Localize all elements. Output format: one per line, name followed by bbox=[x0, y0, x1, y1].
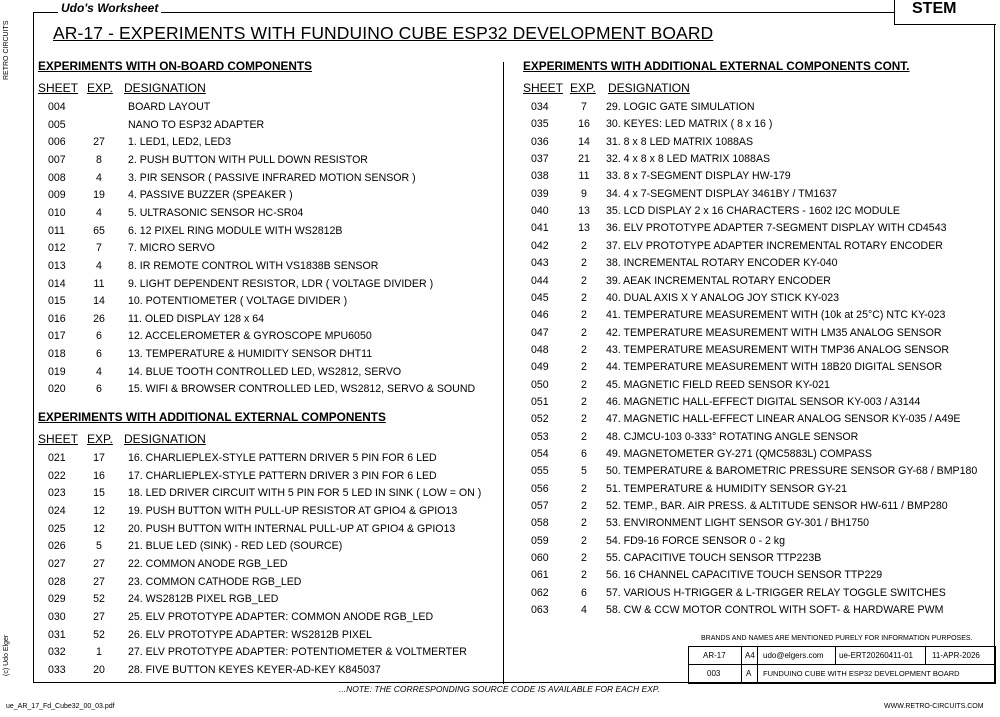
designation-cell: 30. KEYES: LED MATRIX ( 8 x 16 ) bbox=[606, 118, 773, 131]
exp-cell: 16 bbox=[93, 469, 105, 482]
exp-cell: 19 bbox=[93, 189, 105, 202]
designation-cell: 48. CJMCU-103 0-333° ROTATING ANGLE SENSOR bbox=[606, 430, 859, 443]
exp-cell: 2 bbox=[581, 413, 587, 426]
sheet-cell: 024 bbox=[48, 504, 66, 517]
exp-cell: 20 bbox=[93, 663, 105, 676]
designation-cell: 14. BLUE TOOTH CONTROLLED LED, WS2812, SERVO bbox=[128, 365, 402, 378]
sheet-cell: 008 bbox=[48, 171, 66, 184]
sheet-cell: 028 bbox=[48, 575, 66, 588]
designation-cell: 12. ACCELEROMETER & GYROSCOPE MPU6050 bbox=[128, 330, 372, 343]
designation-cell: 58. CW & CCW MOTOR CONTROL WITH SOFT- & HARDWARE PWM bbox=[606, 604, 944, 617]
sheet-cell: 027 bbox=[48, 557, 66, 570]
frame-right-border bbox=[994, 12, 995, 682]
column-divider bbox=[503, 62, 504, 684]
sheet-cell: 020 bbox=[48, 383, 66, 396]
exp-cell: 12 bbox=[93, 522, 105, 535]
brands-disclaimer: BRANDS AND NAMES ARE MENTIONED PURELY FOR INFORMATION PURPOSES. bbox=[701, 635, 973, 642]
section-title-onboard: EXPERIMENTS WITH ON-BOARD COMPONENTS bbox=[38, 59, 312, 73]
sheet-cell: 013 bbox=[48, 259, 66, 272]
designation-cell: 39. AEAK INCREMENTAL ROTARY ENCODER bbox=[606, 274, 831, 287]
sheet-cell: 004 bbox=[48, 101, 66, 113]
designation-cell: 19. PUSH BUTTON WITH PULL-UP RESISTOR AT GPIO4 & GPIO13 bbox=[128, 504, 458, 517]
exp-cell: 13 bbox=[578, 205, 590, 218]
sheet-cell: 063 bbox=[531, 604, 549, 617]
sheet-cell: 036 bbox=[531, 135, 549, 148]
frame-left-border bbox=[33, 12, 34, 682]
exp-cell: 2 bbox=[581, 239, 587, 252]
exp-cell: 52 bbox=[93, 593, 105, 606]
side-label-bottom: (c) Udo Elger bbox=[3, 634, 10, 676]
exp-cell: 11 bbox=[578, 170, 590, 183]
sheet-cell: 015 bbox=[48, 295, 66, 308]
exp-cell: 6 bbox=[96, 348, 102, 361]
designation-cell: 38. INCREMENTAL ROTARY ENCODER KY-040 bbox=[606, 257, 838, 270]
author-email: udo@elgers.com bbox=[763, 651, 824, 660]
frame-top-border bbox=[33, 12, 995, 13]
exp-cell: 2 bbox=[581, 517, 587, 530]
sheet-cell: 050 bbox=[531, 378, 549, 391]
sheet-cell: 017 bbox=[48, 330, 66, 343]
exp-cell: 5 bbox=[96, 540, 102, 553]
exp-cell: 7 bbox=[581, 101, 587, 113]
designation-cell: BOARD LAYOUT bbox=[128, 101, 211, 113]
designation-cell: 54. FD9-16 FORCE SENSOR 0 - 2 kg bbox=[606, 534, 785, 547]
exp-cell: 27 bbox=[93, 557, 105, 570]
exp-cell: 2 bbox=[581, 326, 587, 339]
col-exp-header: EXP. bbox=[570, 81, 596, 95]
sheet-cell: 049 bbox=[531, 361, 549, 374]
designation-cell: 40. DUAL AXIS X Y ANALOG JOY STICK KY-023 bbox=[606, 291, 839, 304]
sheet-cell: 023 bbox=[48, 487, 66, 500]
sheet-cell: 011 bbox=[48, 224, 65, 237]
title-block bbox=[688, 646, 996, 684]
exp-cell: 14 bbox=[93, 295, 105, 308]
exp-cell: 2 bbox=[581, 500, 587, 513]
exp-cell: 2 bbox=[581, 552, 587, 565]
sheet-cell: 056 bbox=[531, 482, 549, 495]
exp-cell: 2 bbox=[581, 482, 587, 495]
designation-cell: 4. PASSIVE BUZZER (SPEAKER ) bbox=[128, 189, 293, 202]
sheet-cell: 012 bbox=[48, 242, 66, 255]
sheet-cell: 005 bbox=[48, 118, 66, 131]
designation-cell: 22. COMMON ANODE RGB_LED bbox=[128, 557, 288, 570]
exp-cell: 6 bbox=[96, 330, 102, 343]
title-block-divider bbox=[925, 647, 926, 664]
sheet-cell: 062 bbox=[531, 586, 549, 599]
designation-cell: 13. TEMPERATURE & HUMIDITY SENSOR DHT11 bbox=[128, 348, 373, 361]
exp-cell: 2 bbox=[581, 274, 587, 287]
designation-cell: 43. TEMPERATURE MEASUREMENT WITH TMP36 ANALOG SENSOR bbox=[606, 343, 949, 356]
designation-cell: 51. TEMPERATURE & HUMIDITY SENSOR GY-21 bbox=[606, 482, 847, 495]
stem-label: STEM bbox=[906, 0, 962, 18]
col-sheet-header: SHEET bbox=[523, 81, 564, 95]
sheet-cell: 045 bbox=[531, 291, 549, 304]
exp-cell: 15 bbox=[93, 487, 105, 500]
sheet-cell: 060 bbox=[531, 552, 549, 565]
title-block-divider bbox=[835, 647, 836, 664]
designation-cell: 17. CHARLIEPLEX-STYLE PATTERN DRIVER 3 PIN FOR 6 LED bbox=[128, 469, 437, 482]
exp-cell: 2 bbox=[581, 257, 587, 270]
col-designation-header: DESIGNATION bbox=[124, 81, 206, 95]
designation-cell: 8. IR REMOTE CONTROL WITH VS1838B SENSOR bbox=[128, 259, 379, 272]
doc-number: AR-17 bbox=[703, 651, 726, 660]
exp-cell: 7 bbox=[96, 242, 102, 255]
sheet-cell: 057 bbox=[531, 500, 549, 513]
designation-cell: 37. ELV PROTOTYPE ADAPTER INCREMENTAL ROTARY ENCODER bbox=[606, 239, 943, 252]
side-label-top: RETRO CIRCUITS bbox=[3, 20, 10, 80]
sheet-cell: 033 bbox=[48, 663, 66, 676]
col-exp-header: EXP. bbox=[87, 432, 113, 446]
section-title-external: EXPERIMENTS WITH ADDITIONAL EXTERNAL COMPONENTS bbox=[38, 410, 386, 424]
doc-code: ue-ERT20260411-01 bbox=[839, 651, 913, 660]
exp-cell: 2 bbox=[581, 395, 587, 408]
sheet-cell: 010 bbox=[48, 206, 66, 219]
sheet-cell: 038 bbox=[531, 170, 549, 183]
exp-cell: 65 bbox=[93, 224, 105, 237]
sheet-cell: 019 bbox=[48, 365, 66, 378]
website: WWW.RETRO-CIRCUITS.COM bbox=[884, 703, 984, 710]
exp-cell: 4 bbox=[96, 171, 102, 184]
designation-cell: 44. TEMPERATURE MEASUREMENT WITH 18B20 DIGITAL SENSOR bbox=[606, 361, 943, 374]
col-designation-header: DESIGNATION bbox=[608, 81, 690, 95]
designation-cell: 25. ELV PROTOTYPE ADAPTER: COMMON ANODE RGB_LED bbox=[128, 610, 434, 623]
designation-cell: 28. FIVE BUTTON KEYES KEYER-AD-KEY K845037 bbox=[128, 663, 381, 676]
designation-cell: 26. ELV PROTOTYPE ADAPTER: WS2812B PIXEL bbox=[128, 628, 372, 641]
exp-cell: 2 bbox=[581, 361, 587, 374]
sheet-cell: 006 bbox=[48, 136, 66, 149]
designation-cell: 1. LED1, LED2, LED3 bbox=[128, 136, 232, 149]
designation-cell: 6. 12 PIXEL RING MODULE WITH WS2812B bbox=[128, 224, 343, 237]
sheet-cell: 054 bbox=[531, 448, 549, 460]
doc-description: FUNDUINO CUBE WITH ESP32 DEVELOPMENT BOARD bbox=[763, 669, 960, 678]
sheet-cell: 031 bbox=[48, 628, 66, 641]
exp-cell: 8 bbox=[96, 153, 102, 166]
designation-cell: 46. MAGNETIC HALL-EFFECT DIGITAL SENSOR KY-003 / A3144 bbox=[606, 395, 921, 408]
sheet-cell: 021 bbox=[48, 452, 66, 464]
exp-cell: 27 bbox=[93, 610, 105, 623]
exp-cell: 2 bbox=[581, 534, 587, 547]
exp-cell: 6 bbox=[96, 383, 102, 396]
exp-cell: 4 bbox=[581, 604, 587, 617]
exp-cell: 16 bbox=[578, 118, 590, 131]
exp-cell: 52 bbox=[93, 628, 105, 641]
designation-cell: 33. 8 x 7-SEGMENT DISPLAY HW-179 bbox=[606, 170, 791, 183]
exp-cell: 2 bbox=[581, 291, 587, 304]
sheet-number: 003 bbox=[707, 669, 721, 678]
designation-cell: 56. 16 CHANNEL CAPACITIVE TOUCH SENSOR TTP229 bbox=[606, 569, 883, 582]
sheet-cell: 009 bbox=[48, 189, 66, 202]
doc-date: 11-APR-2026 bbox=[932, 651, 980, 660]
designation-cell: 29. LOGIC GATE SIMULATION bbox=[606, 101, 755, 113]
sheet-cell: 040 bbox=[531, 205, 549, 218]
exp-cell: 4 bbox=[96, 365, 102, 378]
sheet-cell: 025 bbox=[48, 522, 66, 535]
designation-cell: 27. ELV PROTOTYPE ADAPTER: POTENTIOMETER & VOLTMERTER bbox=[128, 646, 467, 659]
sheet-cell: 016 bbox=[48, 312, 66, 325]
sheet-cell: 042 bbox=[531, 239, 549, 252]
exp-cell: 12 bbox=[93, 504, 105, 517]
designation-cell: 42. TEMPERATURE MEASUREMENT WITH LM35 ANALOG SENSOR bbox=[606, 326, 942, 339]
sheet-cell: 055 bbox=[531, 465, 549, 478]
worksheet-label: Udo's Worksheet bbox=[58, 1, 161, 15]
designation-cell: 3. PIR SENSOR ( PASSIVE INFRARED MOTION SENSOR ) bbox=[128, 171, 416, 184]
designation-cell: 53. ENVIRONMENT LIGHT SENSOR GY-301 / BH1750 bbox=[606, 517, 869, 530]
sheet-cell: 007 bbox=[48, 153, 66, 166]
designation-cell: 52. TEMP., BAR. AIR PRESS. & ALTITUDE SENSOR HW-611 / BMP280 bbox=[606, 500, 948, 513]
designation-cell: 31. 8 x 8 LED MATRIX 1088AS bbox=[606, 135, 754, 148]
exp-cell: 2 bbox=[581, 430, 587, 443]
col-designation-header: DESIGNATION bbox=[124, 432, 206, 446]
file-name: ue_AR_17_Fd_Cube32_00_03.pdf bbox=[6, 703, 115, 710]
sheet-cell: 043 bbox=[531, 257, 549, 270]
sheet-cell: 048 bbox=[531, 343, 549, 356]
sheet-cell: 034 bbox=[531, 101, 549, 113]
source-code-note: ...NOTE: THE CORRESPONDING SOURCE CODE IS AVAILABLE FOR EACH EXP. bbox=[339, 684, 660, 694]
sheet-cell: 022 bbox=[48, 469, 66, 482]
page-title: AR-17 - EXPERIMENTS WITH FUNDUINO CUBE ESP32 DEVELOPMENT BOARD bbox=[53, 23, 714, 43]
revision: A bbox=[746, 669, 752, 678]
sheet-cell: 058 bbox=[531, 517, 549, 530]
sheet-cell: 046 bbox=[531, 309, 549, 322]
designation-cell: 10. POTENTIOMETER ( VOLTAGE DIVIDER ) bbox=[128, 295, 348, 308]
sheet-cell: 044 bbox=[531, 274, 549, 287]
exp-cell: 21 bbox=[578, 153, 590, 166]
sheet-cell: 035 bbox=[531, 118, 549, 131]
designation-cell: 9. LIGHT DEPENDENT RESISTOR, LDR ( VOLTAGE DIVIDER ) bbox=[128, 277, 434, 290]
designation-cell: 57. VARIOUS H-TRIGGER & L-TRIGGER RELAY TOGGLE SWITCHES bbox=[606, 586, 946, 599]
exp-cell: 27 bbox=[93, 575, 105, 588]
sheet-cell: 030 bbox=[48, 610, 66, 623]
exp-cell: 2 bbox=[581, 309, 587, 322]
sheet-cell: 039 bbox=[531, 187, 549, 200]
sheet-cell: 026 bbox=[48, 540, 66, 553]
col-exp-header: EXP. bbox=[87, 81, 113, 95]
sheet-cell: 041 bbox=[531, 222, 549, 235]
exp-cell: 17 bbox=[93, 452, 105, 464]
designation-cell: 23. COMMON CATHODE RGB_LED bbox=[128, 575, 302, 588]
designation-cell: 55. CAPACITIVE TOUCH SENSOR TTP223B bbox=[606, 552, 822, 565]
sheet-cell: 018 bbox=[48, 348, 66, 361]
sheet-cell: 014 bbox=[48, 277, 66, 290]
designation-cell: 2. PUSH BUTTON WITH PULL DOWN RESISTOR bbox=[128, 153, 368, 166]
exp-cell: 14 bbox=[578, 135, 590, 148]
designation-cell: 11. OLED DISPLAY 128 x 64 bbox=[128, 312, 265, 325]
sheet-cell: 029 bbox=[48, 593, 66, 606]
exp-cell: 6 bbox=[581, 448, 587, 460]
designation-cell: 50. TEMPERATURE & BAROMETRIC PRESSURE SENSOR GY-68 / BMP180 bbox=[606, 465, 978, 478]
sheet-cell: 037 bbox=[531, 153, 549, 166]
designation-cell: 16. CHARLIEPLEX-STYLE PATTERN DRIVER 5 PIN FOR 6 LED bbox=[128, 452, 437, 464]
sheet-cell: 053 bbox=[531, 430, 549, 443]
title-block-divider bbox=[689, 664, 995, 665]
sheet-cell: 047 bbox=[531, 326, 549, 339]
col-sheet-header: SHEET bbox=[38, 432, 79, 446]
section-title-external-cont: EXPERIMENTS WITH ADDITIONAL EXTERNAL COMPONENTS CONT. bbox=[523, 59, 910, 73]
exp-cell: 2 bbox=[581, 343, 587, 356]
designation-cell: 41. TEMPERATURE MEASUREMENT WITH (10k at 25°C) NTC KY-023 bbox=[606, 309, 946, 322]
sheet-cell: 032 bbox=[48, 646, 66, 659]
designation-cell: 35. LCD DISPLAY 2 x 16 CHARACTERS - 1602 I2C MODULE bbox=[606, 205, 900, 218]
designation-cell: NANO TO ESP32 ADAPTER bbox=[128, 118, 265, 131]
designation-cell: 7. MICRO SERVO bbox=[128, 242, 215, 255]
designation-cell: 47. MAGNETIC HALL-EFFECT LINEAR ANALOG SENSOR KY-035 / A49E bbox=[606, 413, 961, 426]
exp-cell: 5 bbox=[581, 465, 587, 478]
designation-cell: 18. LED DRIVER CIRCUIT WITH 5 PIN FOR 5 LED IN SINK ( LOW = ON ) bbox=[128, 487, 482, 500]
sheet-cell: 061 bbox=[531, 569, 549, 582]
exp-cell: 11 bbox=[93, 277, 105, 290]
exp-cell: 2 bbox=[581, 378, 587, 391]
designation-cell: 21. BLUE LED (SINK) - RED LED (SOURCE) bbox=[128, 540, 343, 553]
exp-cell: 9 bbox=[581, 187, 587, 200]
title-block-divider bbox=[741, 647, 742, 683]
exp-cell: 26 bbox=[93, 312, 105, 325]
title-block-divider bbox=[757, 647, 758, 683]
exp-cell: 2 bbox=[581, 569, 587, 582]
exp-cell: 4 bbox=[96, 206, 102, 219]
exp-cell: 4 bbox=[96, 259, 102, 272]
designation-cell: 20. PUSH BUTTON WITH INTERNAL PULL-UP AT GPIO4 & GPIO13 bbox=[128, 522, 456, 535]
exp-cell: 1 bbox=[96, 646, 102, 659]
exp-cell: 13 bbox=[578, 222, 590, 235]
designation-cell: 15. WIFI & BROWSER CONTROLLED LED, WS2812, SERVO & SOUND bbox=[128, 383, 476, 396]
designation-cell: 49. MAGNETOMETER GY-271 (QMC5883L) COMPASS bbox=[606, 448, 872, 460]
col-sheet-header: SHEET bbox=[38, 81, 79, 95]
designation-cell: 24. WS2812B PIXEL RGB_LED bbox=[128, 593, 279, 606]
paper-size: A4 bbox=[745, 651, 755, 660]
designation-cell: 36. ELV PROTOTYPE ADAPTER 7-SEGMENT DISPLAY WITH CD4543 bbox=[606, 222, 947, 235]
sheet-cell: 059 bbox=[531, 534, 549, 547]
exp-cell: 27 bbox=[93, 136, 105, 149]
designation-cell: 32. 4 x 8 x 8 LED MATRIX 1088AS bbox=[606, 153, 771, 166]
designation-cell: 5. ULTRASONIC SENSOR HC-SR04 bbox=[128, 206, 304, 219]
designation-cell: 45. MAGNETIC FIELD REED SENSOR KY-021 bbox=[606, 378, 830, 391]
designation-cell: 34. 4 x 7-SEGMENT DISPLAY 3461BY / TM1637 bbox=[606, 187, 838, 200]
exp-cell: 6 bbox=[581, 586, 587, 599]
sheet-cell: 051 bbox=[531, 395, 549, 408]
sheet-cell: 052 bbox=[531, 413, 549, 426]
